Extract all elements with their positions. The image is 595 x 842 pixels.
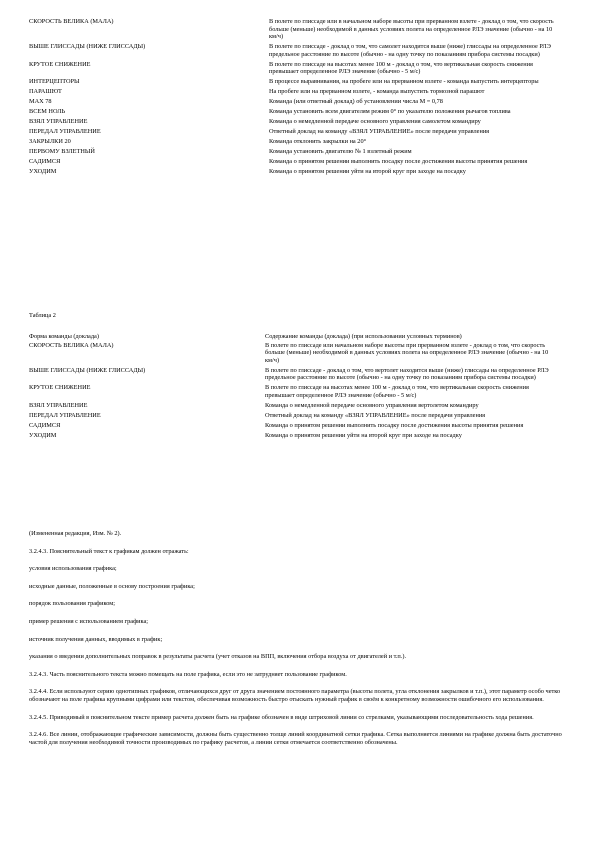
command-description: В процессе выравнивания, на пробеге или на прерванном взлете - команда выпустить интерцепторы	[269, 78, 539, 86]
table-row	[29, 384, 559, 399]
paragraph: 3.2.4.3. Часть пояснительного текста можно помещать на поле графика, если это не затрудняет пользование графиком.	[29, 670, 347, 678]
table-row	[29, 422, 559, 430]
command-description: Команда отклонить закрылки на 20°	[269, 138, 367, 146]
command-term: КРУТОЕ СНИЖЕНИЕ	[29, 384, 91, 392]
table-row	[29, 128, 559, 136]
command-term: КРУТОЕ СНИЖЕНИЕ	[29, 60, 91, 68]
command-term: ПАРАШЮТ	[29, 88, 62, 96]
paragraph: условия использования графика;	[29, 565, 117, 573]
command-description: Команда установить двигателю № 1 взлетный режим	[269, 148, 412, 156]
command-description: На пробеге или на прерванном взлете, - команда выпустить тормозной парашют	[269, 88, 485, 96]
command-term: ИНТЕРЦЕПТОРЫ	[29, 78, 80, 86]
table-row	[29, 138, 559, 146]
table-row	[29, 43, 559, 58]
table-row	[29, 78, 559, 86]
paragraph: 3.2.4.5. Приводимый в пояснительном тексте пример расчета должен быть на графике обозначен в виде штриховой линии со стрелками, указывающими последовательность хода решения.	[29, 713, 534, 721]
command-term: ПЕРВОМУ ВЗЛЕТНЫЙ	[29, 148, 95, 156]
table-row	[29, 18, 559, 41]
command-term: ПЕРЕДАЛ УПРАВЛЕНИЕ	[29, 128, 101, 136]
paragraph: 3.2.4.3. Пояснительный текст к графикам должен отражать:	[29, 547, 189, 555]
table-2-caption: Таблица 2	[29, 312, 56, 319]
table-row	[29, 158, 559, 166]
paragraph: пример решения с использованием графика;	[29, 617, 149, 625]
command-term: САДИМСЯ	[29, 421, 61, 429]
command-description: В полете по глиссаде или начальном наборе высоты при прерванном взлете - доклад о том, что скорость больше (меньше) необходимой в данных условиях полета на определенное РЛЭ значение (обычно - на 10 км/ч)	[265, 341, 549, 364]
paragraph: указания о введении дополнительных поправок в результаты расчета (учет отказов на ВПП, включения отбора воздуха от двигателей и т.п.).	[29, 653, 407, 661]
command-description: В полете по глиссаде или в начальном наборе высоты при прерванном взлете - доклад о том, что скорость больше (меньше) необходимой в данных условиях полета на определенное РЛЭ значение (обычно - на 10 км/ч)	[269, 18, 554, 41]
paragraph: 3.2.4.6. Все линии, отображающие графические зависимости, должны быть существенно толще линий координатной сетки графика. Сетка выполняется линиями на графике должна быть достаточно частой для получения необходимой точности производимых по графику расчетов, а линии сетки отмечается соответственно обозначены.	[29, 731, 562, 746]
paragraph: порядок пользования графиком;	[29, 600, 115, 608]
command-term: СКОРОСТЬ ВЕЛИКА (МАЛА)	[29, 18, 114, 25]
command-description: В полете по глиссаде на высотах менее 100 м - доклад о том, что вертикальная скорость снижения превышает определенное РЛЭ значение (обычно - 5 м/с)	[269, 60, 533, 76]
paragraph: 3.2.4.4. Если используют серию однотипных графиков, отличающихся друг от друга значением постоянного параметра (высоты полета, угла отклонения закрылков и т.п.), этот параметр особо четко обозначают на поле графика крупными цифрами или текстом, обеспечивая возможность быстро отыскать нужный график в своём к конкретному возможности ошибочного его использования.	[29, 688, 561, 703]
command-term: МАХ 78	[29, 98, 52, 106]
command-description: Команда о принятом решении уйти на второй круг при заходе на посадку	[269, 168, 466, 176]
table-row	[29, 367, 559, 382]
table-row	[29, 108, 559, 116]
command-term: ВСЕМ НОЛЬ	[29, 108, 66, 116]
command-description: Команда установить всем двигателям режим 0° по указателю положения рычагов топлива	[269, 108, 511, 116]
command-description: В полете по глиссаде на высотах менее 100 м - доклад о том, что вертикальная скорость снижения превышает определенное РЛЭ значение (обычно - 5 м/с)	[265, 384, 529, 399]
table-row	[29, 118, 559, 126]
command-term: ВЗЯЛ УПРАВЛЕНИЕ	[29, 118, 88, 126]
table-row	[29, 412, 559, 420]
command-term: ЗАКРЫЛКИ 20	[29, 138, 71, 146]
table-row	[29, 61, 559, 76]
table-row	[29, 98, 559, 106]
table-row	[29, 168, 559, 176]
command-description: Команда о принятом решении выполнить посадку после достижения высоты принятия решения	[265, 421, 524, 429]
command-description: В полете по глиссаде - доклад о том, что вертолет находится выше (ниже) глиссады на определенное РЛЭ предельное расстояние по высоте (обычно - на одну точку по показаниям прибора системы посадки)	[265, 366, 549, 382]
body-text	[29, 530, 565, 756]
command-term: ВЫШЕ ГЛИССАДЫ (НИЖЕ ГЛИССАДЫ)	[29, 366, 146, 374]
command-term: УХОДИМ	[29, 168, 57, 176]
table-row	[29, 402, 559, 410]
commands-table-1	[29, 18, 559, 178]
command-description: Команда (или ответный доклад) об установлении числа М = 0,78	[269, 98, 443, 106]
table-row	[29, 432, 559, 440]
command-description: Ответный доклад на команду «ВЗЯЛ УПРАВЛЕНИЕ» после передачи управления	[265, 411, 486, 419]
command-description: Команда о немедленной передаче основного управления вертолетом командиру	[265, 401, 479, 409]
header-term: Форма команды (доклада)	[29, 333, 99, 340]
table-row	[29, 342, 559, 365]
command-term: САДИМСЯ	[29, 158, 61, 166]
header-description: Содержание команды (доклада) (при использовании условных терминов)	[265, 333, 462, 340]
command-term: ВЗЯЛ УПРАВЛЕНИЕ	[29, 401, 88, 409]
command-term: ВЫШЕ ГЛИССАДЫ (НИЖЕ ГЛИССАДЫ)	[29, 43, 146, 51]
command-description: В полете по глиссаде - доклад о том, что самолет находится выше (ниже) глиссады на определенное РЛЭ предельное расстояние по высоте (обычно - на одну точку по показаниям прибора системы посадки)	[269, 43, 551, 58]
command-description: Ответный доклад на команду «ВЗЯЛ УПРАВЛЕНИЕ» после передачи управления	[269, 128, 490, 136]
table-header-row	[29, 333, 559, 341]
command-description: Команда о немедленной передаче основного управления самолетом командиру	[269, 118, 481, 126]
commands-table-2	[29, 333, 559, 442]
command-term: СКОРОСТЬ ВЕЛИКА (МАЛА)	[29, 341, 114, 349]
command-description: Команда о принятом решении выполнить посадку после достижения высоты принятия решения	[269, 158, 528, 166]
paragraph: (Измененная редакция, Изм. № 2).	[29, 530, 122, 537]
paragraph: исходные данные, положенные в основу построения графика;	[29, 582, 195, 590]
command-description: Команда о принятом решении уйти на второй круг при заходе на посадку	[265, 431, 462, 439]
table-row	[29, 88, 559, 96]
table-row	[29, 148, 559, 156]
command-term: УХОДИМ	[29, 431, 57, 439]
paragraph: источник получения данных, вводимых в график;	[29, 635, 163, 643]
command-term: ПЕРЕДАЛ УПРАВЛЕНИЕ	[29, 411, 101, 419]
